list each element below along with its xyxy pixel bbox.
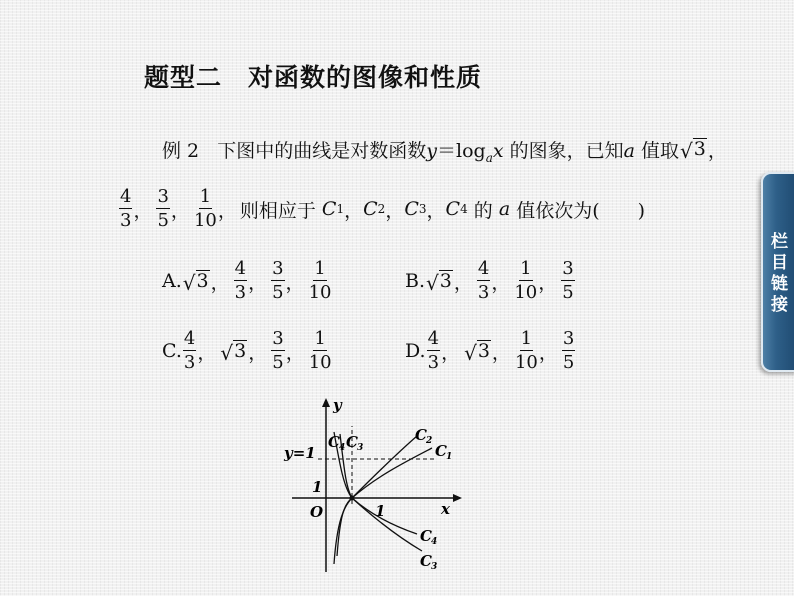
c4-label-top	[328, 433, 345, 453]
sqrt-3: √ 3	[426, 270, 452, 295]
question-text-2: 则相应于	[239, 199, 316, 222]
question-text-tail-2: 值依次为( )	[516, 199, 646, 222]
formula-base: a	[485, 150, 493, 165]
sqrt-3: √ 3	[680, 138, 706, 163]
c3-label-top	[346, 433, 363, 453]
sqrt-3: √ 3	[182, 270, 209, 295]
svg-text:4: 4	[431, 537, 438, 547]
c3-label-bottom	[420, 552, 437, 572]
x-axis-label: x	[441, 500, 450, 518]
var-a: a	[623, 140, 635, 162]
option-a[interactable]: A. √ 3 ， $\frac{4}{3}$ ， $\frac{3}{5}$ ， $\frac{1}{10}$	[162, 258, 332, 303]
option-d-label: D.	[405, 340, 426, 362]
question-text-mid: 的	[473, 199, 493, 222]
fraction-3-5: $\frac{3}{5}$	[157, 186, 169, 231]
fraction-4-3: $\frac{4}{3}$	[427, 328, 440, 373]
origin-label: O	[310, 503, 324, 521]
option-b[interactable]: B. √ 3 ， $\frac{4}{3}$ ， $\frac{1}{10}$ ， $\frac{3}{5}$	[405, 258, 574, 303]
fraction-4-3: $\frac{4}{3}$	[477, 258, 490, 303]
question-text-tail: 值取	[641, 140, 680, 162]
svg-text:3: 3	[431, 562, 438, 572]
point-1-0	[350, 496, 355, 501]
log-graph	[282, 396, 472, 576]
var-a: a	[498, 198, 511, 220]
svg-text:C: C	[420, 527, 432, 545]
fraction-1-10: $\frac{1}{10}$	[514, 328, 538, 373]
fraction-4-3: $\frac{4}{3}$	[183, 328, 196, 373]
x-one-label: 1	[375, 502, 386, 520]
question-line-1	[162, 136, 727, 165]
fraction-1-10: $\frac{1}{10}$	[193, 186, 217, 231]
svg-text:C: C	[420, 552, 432, 570]
fraction-3-5: $\frac{3}{5}$	[562, 328, 575, 373]
fraction-4-3: $\frac{4}{3}$	[234, 258, 247, 303]
curve-c1: C	[321, 198, 337, 220]
formula-y: y	[426, 140, 438, 162]
option-c-label: C.	[162, 340, 182, 362]
svg-text:C: C	[346, 433, 358, 451]
formula-log: ＝log	[437, 140, 486, 162]
curve-c4: C	[445, 198, 461, 220]
svg-text:1: 1	[446, 452, 453, 462]
y-eq-1-label: y=1	[284, 444, 316, 462]
section-title: 题型二 对函数的图像和性质	[144, 63, 483, 92]
c1-label	[435, 442, 452, 462]
section-link-label: 栏目链接	[771, 232, 788, 315]
question-text-1: 下图中的曲线是对数函数	[217, 140, 427, 162]
question-line-2: $\frac{4}{3}$ ， $\frac{3}{5}$ ， $\frac{1}{10}$ ， 则相应于 C 1 ， C 2 ， C 3 ， C 4 的 a 值依次为( )	[120, 186, 646, 231]
svg-text:4: 4	[339, 443, 346, 453]
svg-text:2: 2	[426, 436, 433, 446]
option-a-label: A.	[162, 270, 182, 292]
curve-c2: C	[363, 198, 378, 220]
fraction-3-5: $\frac{3}{5}$	[272, 328, 284, 373]
question-text-suffix: 的图象，已知	[509, 140, 624, 162]
svg-text:C: C	[328, 433, 340, 451]
fraction-3-5: $\frac{3}{5}$	[562, 258, 574, 303]
c2-label	[415, 426, 432, 446]
sqrt-3: √ 3	[220, 340, 247, 365]
comma: ，	[217, 199, 237, 222]
option-b-label: B.	[405, 270, 426, 292]
curve-c2	[337, 436, 417, 556]
x-axis-arrow-icon	[453, 494, 462, 502]
svg-text:3: 3	[357, 443, 364, 453]
option-c[interactable]: C. $\frac{4}{3}$ ， √ 3 ， $\frac{3}{5}$ ， $\frac{1}{10}$	[162, 328, 332, 373]
formula-x: x	[492, 140, 504, 162]
question-label: 例 2	[162, 140, 200, 162]
svg-text:C: C	[435, 442, 447, 460]
comma: ，	[170, 199, 190, 222]
section-link-tab[interactable]	[761, 172, 794, 372]
comma: ，	[133, 199, 153, 222]
fraction-3-5: $\frac{3}{5}$	[272, 258, 284, 303]
fraction-1-10: $\frac{1}{10}$	[308, 258, 332, 303]
curve-c3: C	[404, 198, 419, 220]
comma: ，	[707, 140, 727, 162]
y-axis-label: y	[333, 396, 342, 414]
fraction-1-10: $\frac{1}{10}$	[308, 328, 332, 373]
option-d[interactable]: D. $\frac{4}{3}$ ， √ 3 ， $\frac{1}{10}$ ， $\frac{3}{5}$	[405, 328, 575, 373]
y-axis-arrow-icon	[322, 398, 330, 407]
c4-label-bottom	[420, 527, 437, 547]
y-one-label: 1	[312, 478, 323, 496]
fraction-1-10: $\frac{1}{10}$	[514, 258, 538, 303]
fraction-4-3: $\frac{4}{3}$	[120, 186, 132, 231]
sqrt-3: √ 3	[464, 340, 490, 365]
svg-text:C: C	[415, 426, 427, 444]
